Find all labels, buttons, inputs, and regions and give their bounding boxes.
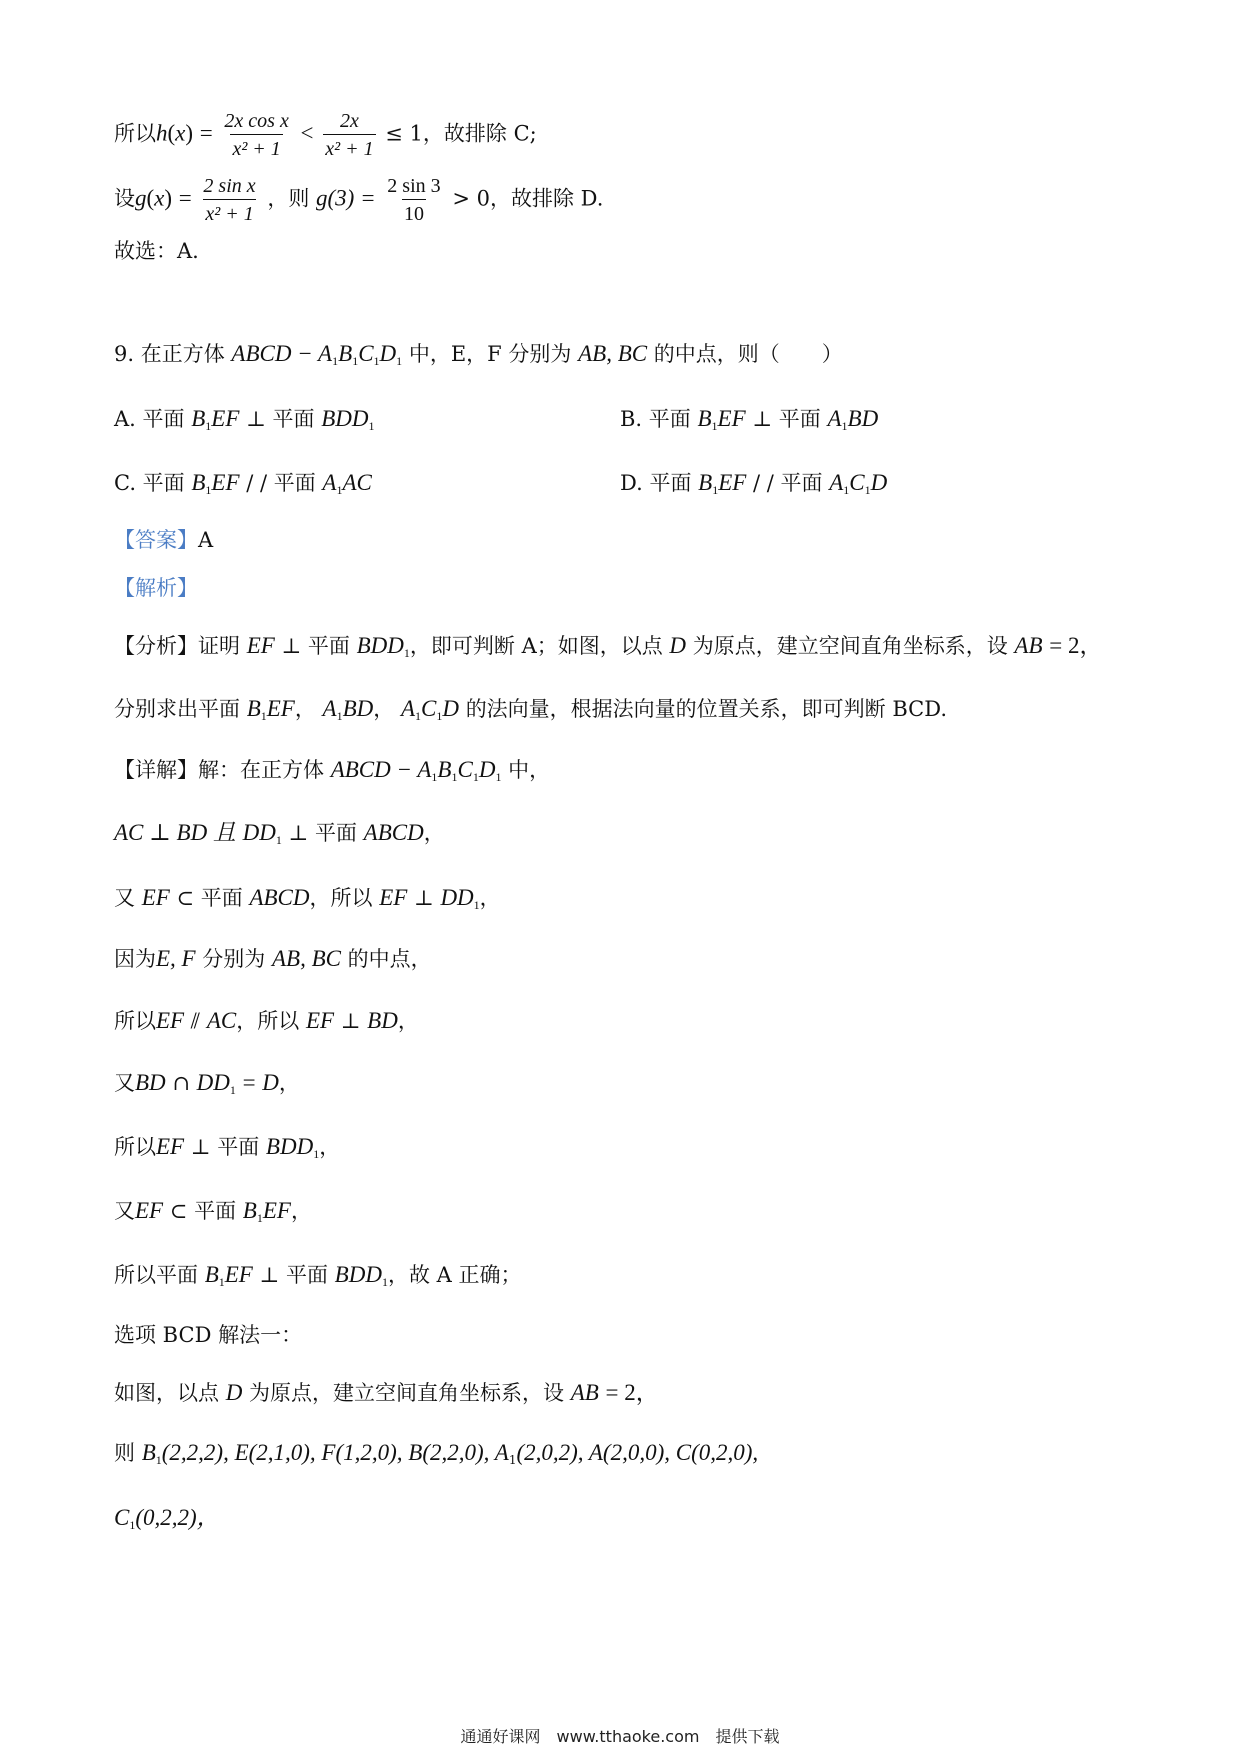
fenxi-line-2: 分别求出平面 $B_1EF$， $A_1BD$， $A_1C_1D$ 的法向量，根据法向量的位置关系，即可判断 BCD. [114, 696, 948, 723]
step-10: 如图，以点 D 为原点，建立空间直角坐标系，设 AB = 2， [114, 1380, 659, 1405]
jiexi-line [114, 573, 198, 603]
fraction-4: $\frac{2 \sin 3}{10}$ [387, 175, 441, 225]
step-9: 选项 BCD 解法一： [114, 1323, 303, 1347]
question-9-stem: 9. 在正方体 ABCD − $A_1B_1C_1D_1$ 中，E，F 分别为 AB, BC 的中点，则（ ） [114, 341, 843, 368]
line-choose: 故选：A. [114, 239, 199, 263]
jiexi-tag: 【解析】 [114, 576, 198, 600]
fraction-1: $\frac{\text{2x cos x}}{\text{x² + 1}}$ [224, 110, 289, 160]
step-4: 所以EF ⫽ AC，所以 EF ⊥ BD， [114, 1008, 419, 1033]
option-a: A. 平面 $B_1EF$ ⊥ 平面 $BDD_1$ [114, 406, 375, 433]
answer-tag: 【答案】 [114, 528, 198, 552]
fenxi-line-1: 【分析】证明 EF ⊥ 平面 $BDD_1$，即可判断 A；如图，以点 D 为原点，建立空间直角坐标系，设 AB = 2， [114, 633, 1103, 660]
fraction-2: $\frac{2x}{\text{x² + 1}}$ [325, 110, 374, 160]
xiangjie-line: 【详解】解：在正方体 ABCD − $A_1B_1C_1D_1$ 中， [114, 757, 551, 784]
step-7: 又EF ⊂ 平面 $B_1EF$， [114, 1198, 312, 1225]
answer-line: 【答案】A [114, 528, 214, 552]
option-b: B. 平面 $B_1EF$ ⊥ 平面 $A_1BD$ [620, 406, 879, 433]
fraction-3: $\frac{\text{2 sin x}}{\text{x² + 1}}$ [203, 175, 256, 225]
step-2: 又 EF ⊂ 平面 ABCD，所以 EF ⊥ $DD_1$， [114, 885, 501, 912]
step-6: 所以EF ⊥ 平面 $BDD_1$， [114, 1134, 341, 1161]
line-h-bound: 所以h(x) = $\frac{\text{2x cos x}}{\text{x² + 1}}$ < $\frac{2x}{\text{x² + 1}}$ ≤ 1，故排除 C; [114, 110, 537, 160]
line-g-def: 设g(x) = $\frac{\text{2 sin x}}{\text{x² + 1}}$ ，则 g(3) = $\frac{2 \sin 3}{10}$ > 0，故排除 D. [114, 175, 604, 225]
step-3: 因为E, F 分别为 AB, BC 的中点， [114, 946, 432, 971]
step-12: $C_1(0,2,2)$， [114, 1505, 220, 1532]
option-d: D. 平面 $B_1EF$ / / 平面 $A_1C_1D$ [620, 470, 888, 497]
step-5: 又BD ∩ $DD_1 = D$， [114, 1070, 300, 1097]
option-c: C. 平面 $B_1EF$ / / 平面 $A_1AC$ [114, 470, 372, 497]
step-11: 则 $B_1(2,2,2)$, E(2,1,0), F(1,2,0), B(2,2,0), $A_1(2,0,2)$, A(2,0,0), C(0,2,0), [114, 1440, 759, 1467]
footer-credit: 通通好课网 www.tthaoke.com 提供下载 [460, 1727, 780, 1746]
step-8: 所以平面 $B_1EF$ ⊥ 平面 $BDD_1$，故 A 正确； [114, 1262, 522, 1289]
step-1: AC ⊥ BD 且 $DD_1$ ⊥ 平面 ABCD， [114, 820, 445, 847]
